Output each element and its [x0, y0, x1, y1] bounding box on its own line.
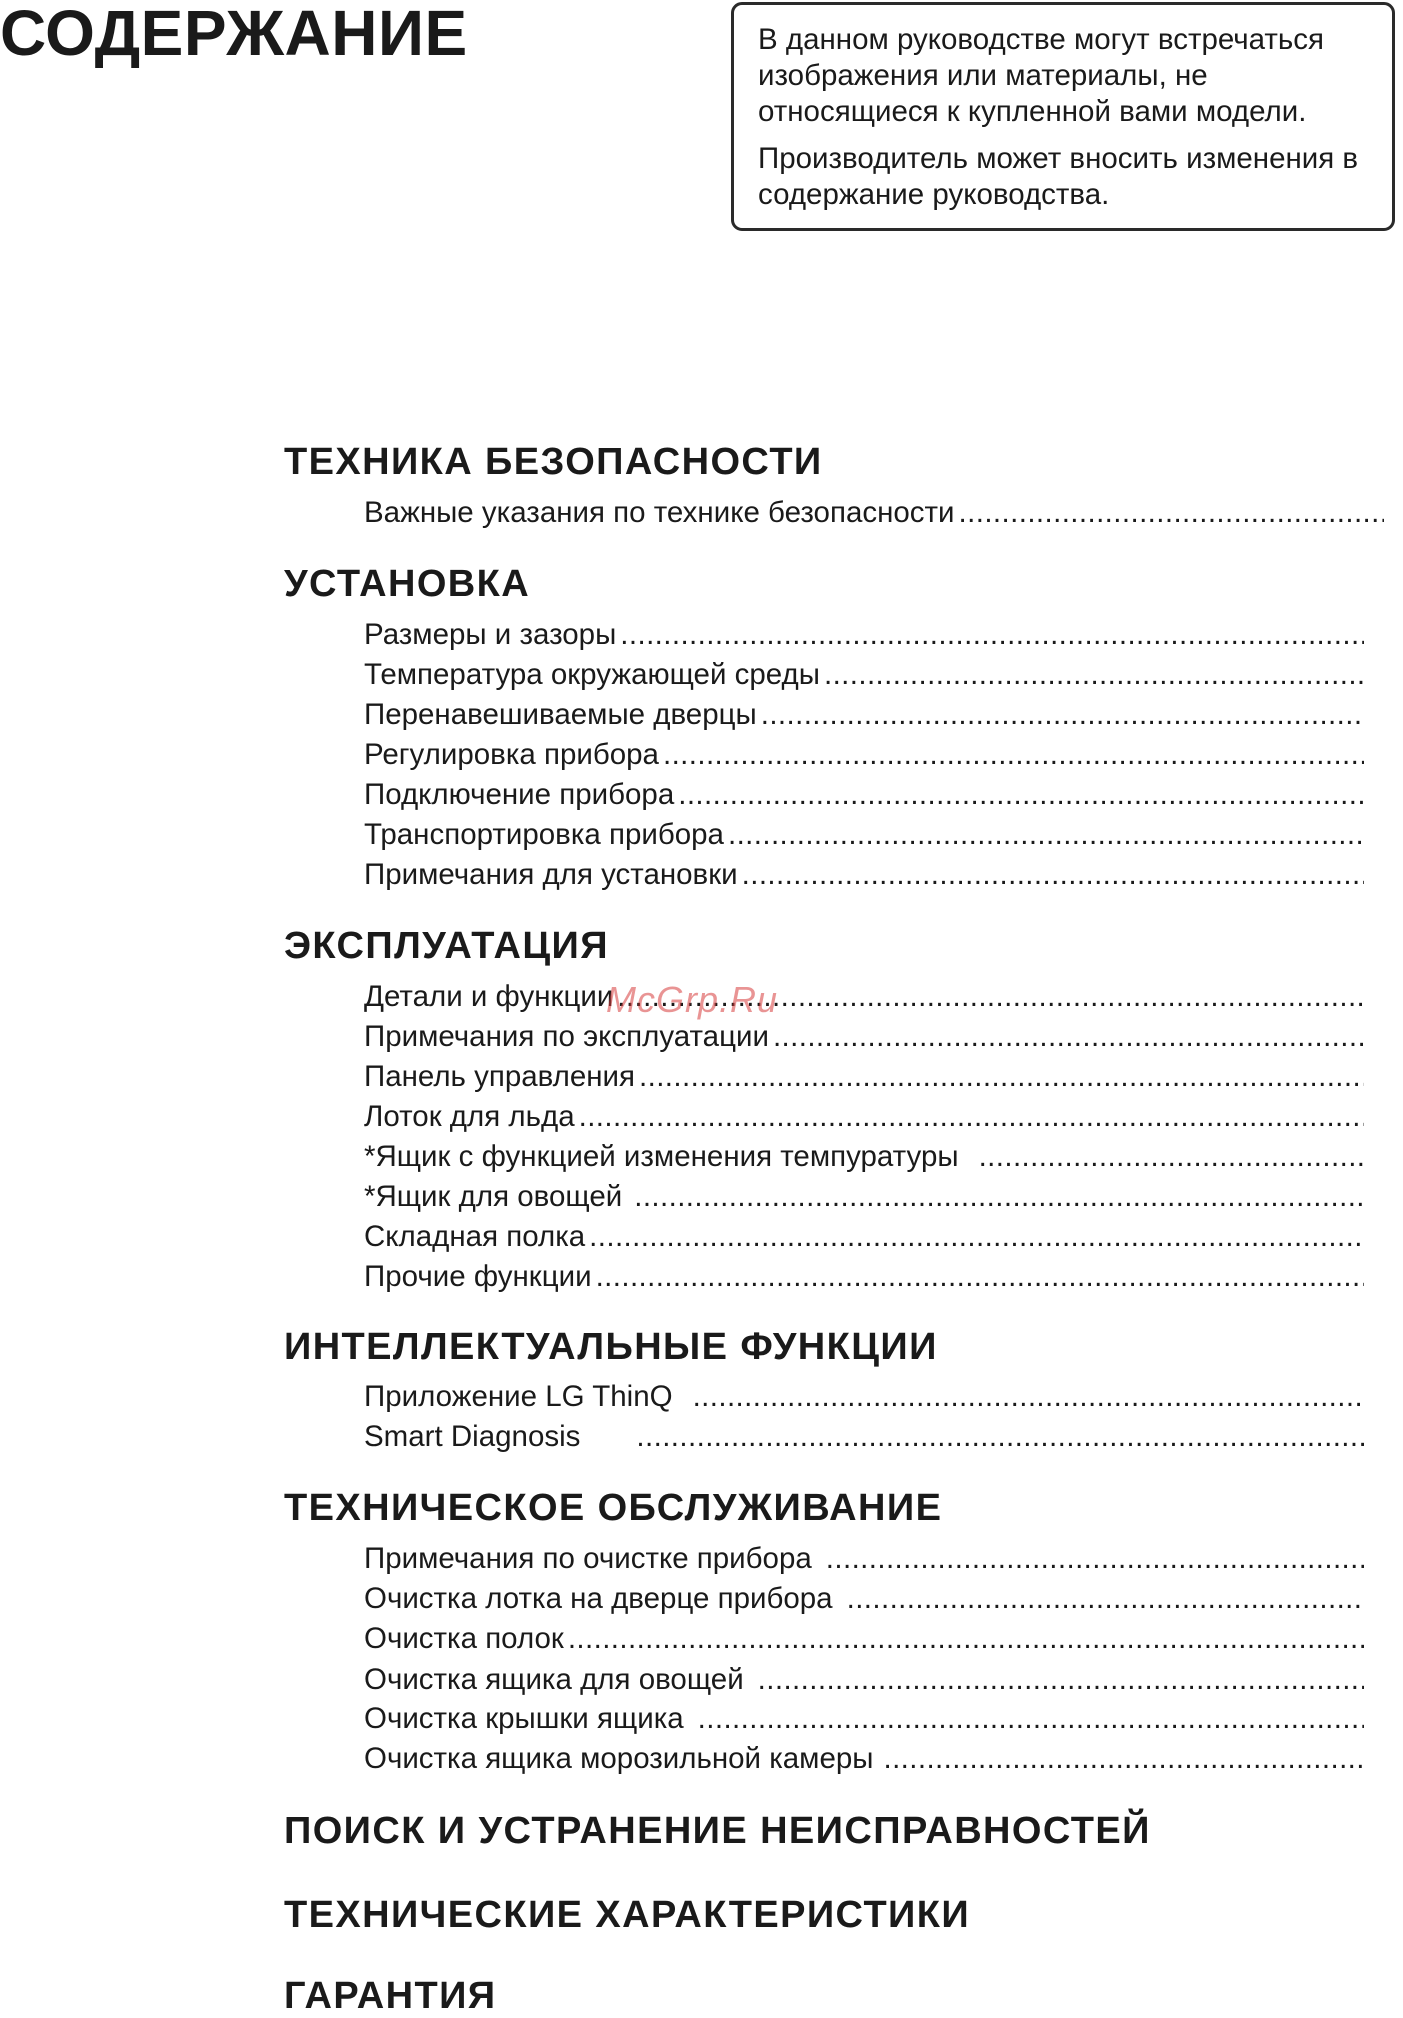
dot-leader: [579, 1098, 1364, 1136]
table-of-contents: [284, 0, 1394, 2017]
toc-entry-label: Детали и функции: [364, 980, 614, 1013]
dot-leader: [568, 1620, 1364, 1658]
dot-leader: [758, 1661, 1364, 1699]
toc-entry[interactable]: [364, 1700, 1364, 1738]
toc-entry-label: Очистка крышки ящика: [364, 1702, 684, 1735]
toc-entry[interactable]: [364, 978, 1364, 1016]
toc-entry-label: Очистка лотка на дверце прибора: [364, 1582, 833, 1615]
dot-leader: [636, 1418, 1364, 1456]
toc-entry-label: Складная полка: [364, 1220, 586, 1253]
toc-entry[interactable]: [364, 1418, 1364, 1456]
toc-entry[interactable]: [364, 1098, 1364, 1136]
toc-entry-label: Примечания по очистке прибора: [364, 1542, 812, 1575]
toc-entry[interactable]: [364, 696, 1364, 734]
toc-entry[interactable]: [364, 494, 1384, 532]
toc-entry[interactable]: [364, 1540, 1364, 1578]
section-title-smart-functions: ИНТЕЛЛЕКТУАЛЬНЫЕ ФУНКЦИИ: [284, 1326, 938, 1368]
toc-entry-label: Очистка ящика морозильной камеры: [364, 1742, 874, 1775]
toc-entry[interactable]: [364, 776, 1364, 814]
toc-entry-label: Температура окружающей среды: [364, 658, 820, 691]
toc-entry-label: Важные указания по технике безопасности: [364, 496, 955, 529]
toc-entry[interactable]: [364, 1258, 1364, 1296]
toc-entry[interactable]: [364, 656, 1364, 694]
dot-leader: [959, 494, 1384, 532]
section-title-maintenance: ТЕХНИЧЕСКОЕ ОБСЛУЖИВАНИЕ: [284, 1487, 943, 1529]
toc-entry[interactable]: [364, 1378, 1364, 1416]
section-title-warranty: ГАРАНТИЯ: [284, 1975, 497, 2017]
toc-entry[interactable]: [364, 1058, 1364, 1096]
dot-leader: [773, 1018, 1364, 1056]
notice-paragraph-changes: Производитель может вносить изменения в содержание руководства.: [758, 142, 1359, 211]
page-title: СОДЕРЖАНИЕ: [0, 0, 468, 69]
toc-entry-label: Регулировка прибора: [364, 738, 659, 771]
dot-leader: [847, 1580, 1364, 1618]
toc-entry-label: Примечания для установки: [364, 858, 738, 891]
dot-leader: [761, 696, 1364, 734]
toc-entry-label: Перенавешиваемые дверцы: [364, 698, 757, 731]
dot-leader: [620, 616, 1364, 654]
toc-entry-label: *Ящик с функцией изменения темпуратуры: [364, 1140, 959, 1173]
toc-entry-label: Транспортировка прибора: [364, 818, 724, 851]
toc-entry-label: Очистка полок: [364, 1622, 564, 1655]
notice-paragraph-models: В данном руководстве могут встречаться изображения или материалы, не относящиеся к купленной вами модели.: [758, 23, 1325, 128]
toc-entry-label: Размеры и зазоры: [364, 618, 617, 651]
dot-leader: [596, 1258, 1364, 1296]
toc-entry-label: Лоток для льда: [364, 1100, 575, 1133]
section-title-installation: УСТАНОВКА: [284, 563, 531, 605]
dot-leader: [663, 736, 1364, 774]
dot-leader: [589, 1218, 1364, 1256]
section-title-troubleshooting: ПОИСК И УСТРАНЕНИЕ НЕИСПРАВНОСТЕЙ: [284, 1810, 1151, 1852]
dot-leader: [678, 776, 1364, 814]
toc-entry-label: Очистка ящика для овощей: [364, 1663, 744, 1696]
toc-entry[interactable]: [364, 856, 1364, 894]
toc-entry[interactable]: [364, 816, 1364, 854]
toc-entry[interactable]: [364, 1620, 1364, 1658]
toc-entry[interactable]: [364, 1138, 1364, 1176]
dot-leader: [824, 656, 1364, 694]
toc-entry-label: Приложение LG ThinQ: [364, 1380, 673, 1413]
toc-entry[interactable]: [364, 736, 1364, 774]
section-title-safety: ТЕХНИКА БЕЗОПАСНОСТИ: [284, 441, 823, 483]
toc-entry-label: Прочие функции: [364, 1260, 592, 1293]
dot-leader: [883, 1740, 1364, 1778]
watermark: McGrp.Ru: [606, 979, 779, 1020]
dot-leader: [634, 1178, 1364, 1216]
dot-leader: [742, 856, 1364, 894]
toc-entry[interactable]: [364, 1661, 1364, 1699]
section-title-specifications: ТЕХНИЧЕСКИЕ ХАРАКТЕРИСТИКИ: [284, 1894, 971, 1936]
toc-entry-label: Smart Diagnosis: [364, 1420, 581, 1453]
section-title-operation: ЭКСПЛУАТАЦИЯ: [284, 925, 609, 967]
dot-leader: [639, 1058, 1364, 1096]
toc-entry[interactable]: [364, 616, 1364, 654]
toc-entry-label: Панель управления: [364, 1060, 636, 1093]
toc-entry[interactable]: [364, 1178, 1364, 1216]
toc-entry[interactable]: [364, 1018, 1364, 1056]
toc-entry-label: Примечания по эксплуатации: [364, 1020, 769, 1053]
toc-entry-label: Подключение прибора: [364, 778, 675, 811]
dot-leader: [826, 1540, 1364, 1578]
toc-entry-label: *Ящик для овощей: [364, 1180, 623, 1213]
toc-entry[interactable]: [364, 1740, 1364, 1778]
dot-leader: [698, 1700, 1364, 1738]
dot-leader: [693, 1378, 1364, 1416]
toc-entry[interactable]: [364, 1218, 1364, 1256]
dot-leader: [979, 1138, 1364, 1176]
dot-leader: [728, 816, 1364, 854]
toc-entry[interactable]: [364, 1580, 1364, 1618]
